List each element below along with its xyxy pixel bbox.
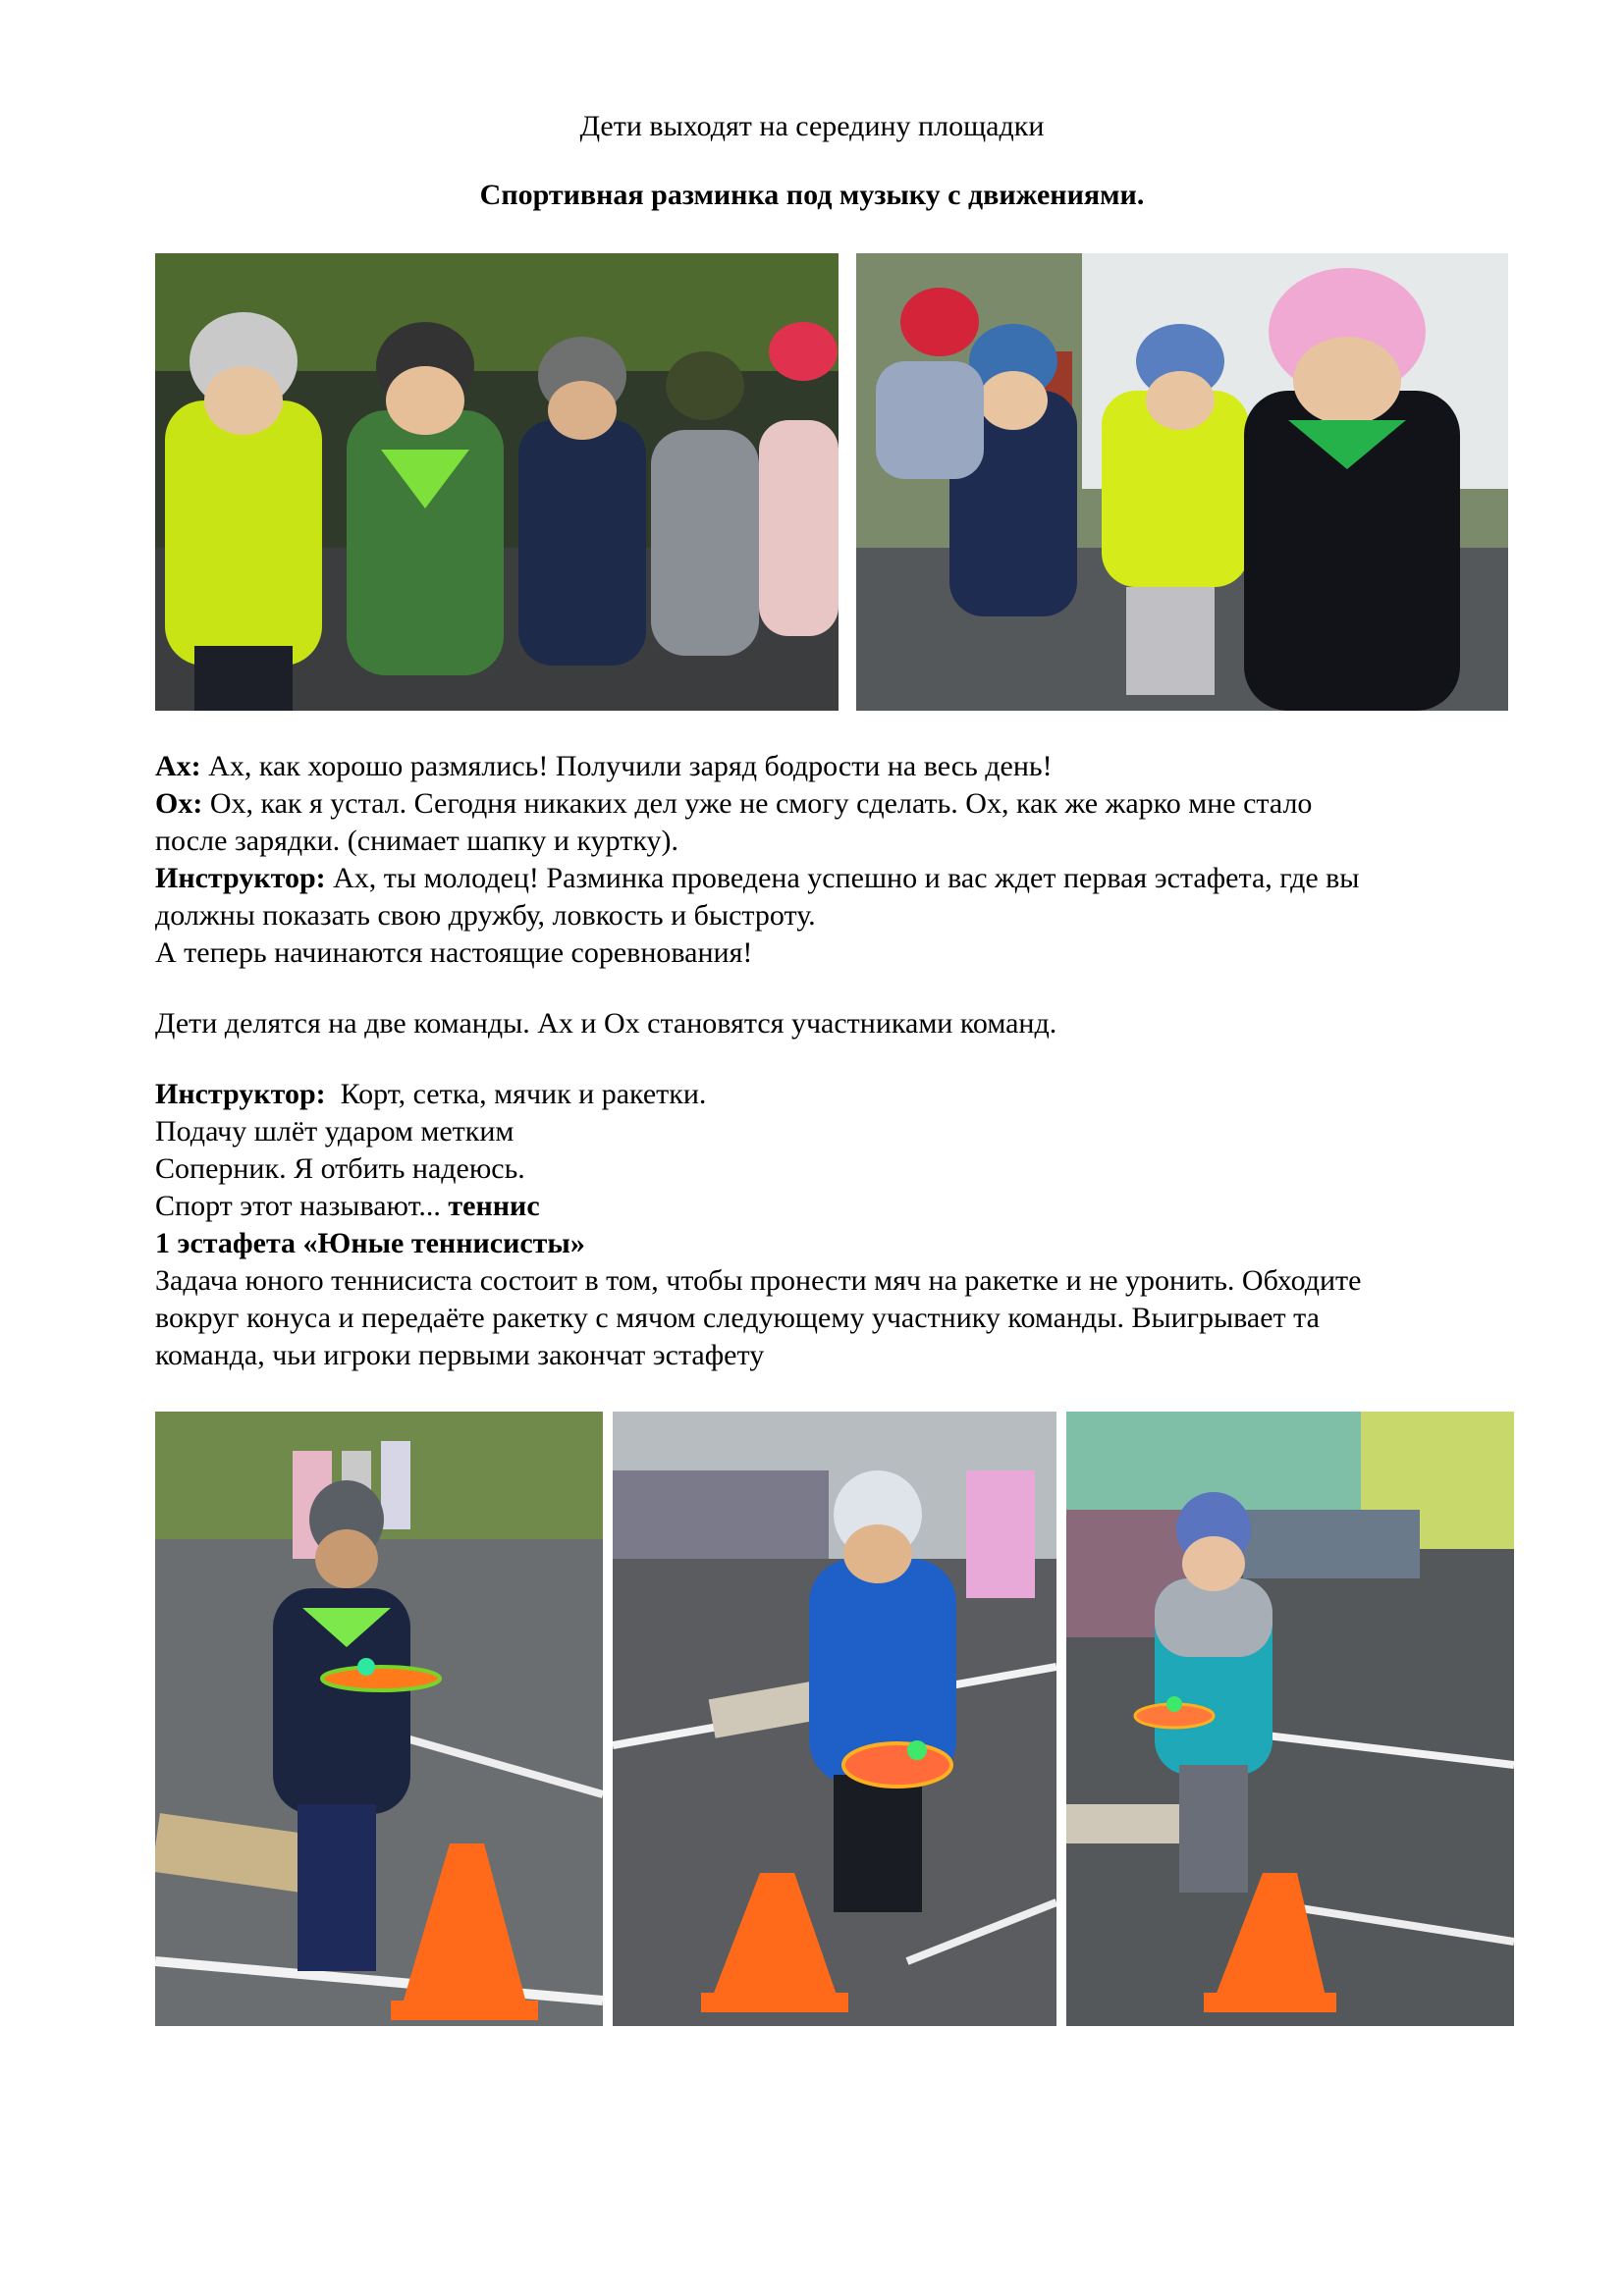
dialogue-ah bbox=[155, 748, 1053, 785]
dialogue-oh bbox=[155, 785, 1312, 823]
riddle-text-1: Корт, сетка, мячик и ракетки. bbox=[325, 1078, 707, 1110]
relay-desc-2: вокруг конуса и передаёте ракетку с мячом следующему участнику команды. Выигрывает та bbox=[155, 1302, 1320, 1334]
riddle-line-1 bbox=[155, 1076, 706, 1113]
relay-title: 1 эстафета «Юные теннисисты» bbox=[155, 1227, 585, 1259]
riddle-line-2: Подачу шлёт ударом метким bbox=[155, 1115, 514, 1148]
relay-desc-1: Задача юного теннисиста состоит в том, чтобы пронести мяч на ракетке и не уронить. Обходите bbox=[155, 1264, 1362, 1297]
photo-children-warmup-line bbox=[155, 253, 839, 711]
speaker-oh: Ох: bbox=[155, 787, 203, 820]
speaker-ah: Ах: bbox=[155, 750, 201, 782]
instructor-text: Ах, ты молодец! Разминка проведена успешно и вас ждет первая эстафета, где вы bbox=[325, 862, 1360, 894]
riddle-answer: теннис bbox=[448, 1190, 540, 1222]
oh-text: Ох, как я устал. Сегодня никаких дел уже не смогу сделать. Ох, как же жарко мне стало bbox=[202, 787, 1313, 820]
ah-text: Ах, как хорошо размялись! Получили заряд бодрости на весь день! bbox=[200, 750, 1053, 782]
instructor-text-continued-2: А теперь начинаются настоящие соревнования! bbox=[155, 936, 753, 969]
speaker-instructor: Инструктор: bbox=[155, 862, 326, 894]
dialogue-instructor bbox=[155, 860, 1359, 897]
section-heading: Спортивная разминка под музыку с движениями. bbox=[479, 179, 1145, 211]
photo-relay-child-3 bbox=[1066, 1412, 1514, 2026]
speaker-instructor-riddle: Инструктор: bbox=[155, 1078, 326, 1110]
photo-relay-child-2 bbox=[613, 1412, 1056, 2026]
intro-line: Дети выходят на середину площадки bbox=[579, 110, 1045, 142]
instructor-text-continued: должны показать свою дружбу, ловкость и быстроту. bbox=[155, 899, 816, 932]
photo-relay-child-1 bbox=[155, 1412, 603, 2026]
riddle-line-3: Соперник. Я отбить надеюсь. bbox=[155, 1152, 525, 1185]
riddle-prefix: Спорт этот называют... bbox=[155, 1190, 449, 1222]
relay-desc-3: команда, чьи игроки первыми закончат эстафету bbox=[155, 1339, 765, 1371]
riddle-line-4 bbox=[155, 1188, 540, 1225]
oh-text-continued: после зарядки. (снимает шапку и куртку). bbox=[155, 825, 678, 857]
photo-children-warmup-exercise bbox=[856, 253, 1508, 711]
teams-line: Дети делятся на две команды. Ах и Ох становятся участниками команд. bbox=[155, 1007, 1057, 1040]
